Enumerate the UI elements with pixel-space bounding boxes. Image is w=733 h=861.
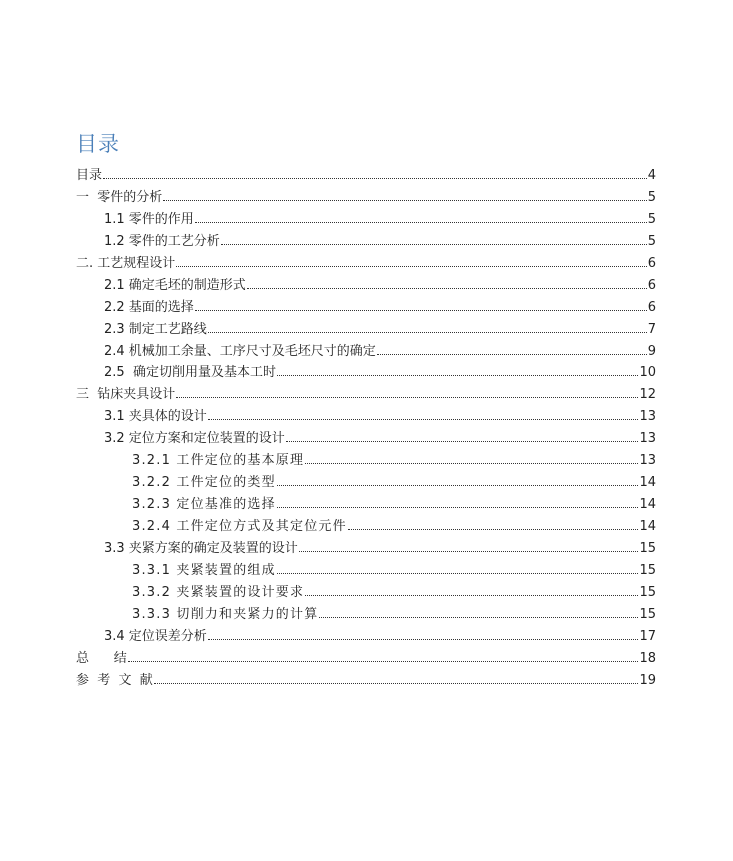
toc-entry[interactable] bbox=[76, 362, 656, 384]
dot-leader bbox=[208, 639, 639, 640]
toc-entry[interactable] bbox=[76, 494, 656, 516]
dot-leader bbox=[277, 485, 639, 486]
toc-entry-label: 2.5 确定切削用量及基本工时 bbox=[104, 365, 276, 381]
toc-entry[interactable] bbox=[76, 472, 656, 494]
toc-entry-page-number: 6 bbox=[647, 277, 656, 293]
toc-entry-page-number: 15 bbox=[639, 606, 656, 622]
dot-leader bbox=[319, 617, 638, 618]
toc-entry-page-number: 17 bbox=[639, 628, 656, 644]
toc-entry[interactable] bbox=[76, 165, 656, 187]
toc-entry-page-number: 13 bbox=[639, 431, 656, 447]
toc-entry-page-number: 14 bbox=[639, 497, 656, 513]
toc-entry-label: 3.2.3 定位基准的选择 bbox=[132, 497, 276, 513]
toc-entry-label: 一 零件的分析 bbox=[76, 189, 163, 205]
toc-entry-label: 3.3.2 夹紧装置的设计要求 bbox=[132, 584, 305, 600]
dot-leader bbox=[154, 683, 639, 684]
dot-leader bbox=[195, 310, 647, 311]
toc-entry-page-number: 7 bbox=[647, 321, 656, 337]
toc-entry-page-number: 6 bbox=[647, 299, 656, 315]
toc-entry-page-number: 5 bbox=[647, 189, 656, 205]
toc-entry[interactable] bbox=[76, 209, 656, 231]
dot-leader bbox=[103, 178, 647, 179]
toc-entry-label: 2.3 制定工艺路线 bbox=[104, 321, 207, 337]
toc-entry-label: 3.2 定位方案和定位装置的设计 bbox=[104, 431, 285, 447]
toc-entry[interactable] bbox=[76, 516, 656, 538]
toc-entry[interactable] bbox=[76, 297, 656, 319]
toc-entry[interactable] bbox=[76, 538, 656, 560]
toc-entry-label: 3.2.4 工件定位方式及其定位元件 bbox=[132, 519, 347, 534]
dot-leader bbox=[176, 397, 638, 398]
toc-entry-page-number: 13 bbox=[639, 453, 656, 469]
toc-entry-page-number: 12 bbox=[639, 387, 656, 403]
toc-entry-label: 3.2.2 工件定位的类型 bbox=[132, 475, 276, 491]
toc-entry-label: 二. 工艺规程设计 bbox=[76, 255, 176, 271]
dot-leader bbox=[195, 222, 647, 223]
toc-entry-label: 2.1 确定毛坯的制造形式 bbox=[104, 277, 246, 293]
toc-entry-page-number: 18 bbox=[639, 650, 656, 666]
toc-entry[interactable] bbox=[76, 648, 656, 670]
dot-leader bbox=[208, 332, 647, 333]
toc-entry-label: 目录 bbox=[76, 168, 103, 183]
dot-leader bbox=[286, 441, 639, 442]
toc-entry-page-number: 6 bbox=[647, 255, 656, 271]
toc-entry-page-number: 14 bbox=[639, 475, 656, 491]
toc-entry[interactable] bbox=[76, 341, 656, 363]
dot-leader bbox=[305, 463, 638, 464]
toc-entry-label: 3.3.1 夹紧装置的组成 bbox=[132, 562, 276, 578]
dot-leader bbox=[299, 551, 639, 552]
toc-entry-page-number: 5 bbox=[647, 233, 656, 249]
dot-leader bbox=[176, 266, 646, 267]
toc-entry-page-number: 14 bbox=[639, 519, 656, 534]
toc-entry[interactable] bbox=[76, 406, 656, 428]
toc-entry-label: 3.3.3 切削力和夹紧力的计算 bbox=[132, 606, 319, 622]
toc-entry-label: 3.3 夹紧方案的确定及装置的设计 bbox=[104, 540, 298, 556]
dot-leader bbox=[377, 354, 647, 355]
toc-entry[interactable] bbox=[76, 582, 656, 604]
toc-entry[interactable] bbox=[76, 253, 656, 275]
toc-entry-label: 2.4 机械加工余量、工序尺寸及毛坯尺寸的确定 bbox=[104, 343, 376, 359]
toc-entry[interactable] bbox=[76, 450, 656, 472]
dot-leader bbox=[128, 661, 639, 662]
table-of-contents bbox=[76, 165, 656, 692]
toc-entry[interactable] bbox=[76, 604, 656, 626]
toc-entry[interactable] bbox=[76, 428, 656, 450]
toc-entry-page-number: 15 bbox=[639, 584, 656, 600]
toc-entry[interactable] bbox=[76, 384, 656, 406]
toc-entry[interactable] bbox=[76, 231, 656, 253]
toc-entry-page-number: 10 bbox=[639, 365, 656, 381]
toc-entry-page-number: 5 bbox=[647, 211, 656, 227]
toc-entry[interactable] bbox=[76, 319, 656, 341]
toc-heading: 目录 bbox=[76, 132, 120, 156]
toc-entry-label: 2.2 基面的选择 bbox=[104, 299, 194, 315]
dot-leader bbox=[348, 529, 639, 530]
dot-leader bbox=[247, 288, 647, 289]
toc-entry[interactable] bbox=[76, 560, 656, 582]
toc-entry-page-number: 19 bbox=[639, 672, 656, 688]
toc-entry-label: 1.2 零件的工艺分析 bbox=[104, 233, 220, 249]
dot-leader bbox=[221, 244, 647, 245]
toc-entry-page-number: 15 bbox=[639, 540, 656, 556]
dot-leader bbox=[277, 375, 639, 376]
toc-entry[interactable] bbox=[76, 626, 656, 648]
toc-entry-label: 3.2.1 工件定位的基本原理 bbox=[132, 453, 305, 469]
toc-entry-page-number: 13 bbox=[639, 409, 656, 425]
toc-entry-label: 参 考 文 献 bbox=[76, 672, 153, 688]
toc-entry-page-number: 15 bbox=[639, 562, 656, 578]
dot-leader bbox=[305, 595, 638, 596]
toc-entry-label: 总 结 bbox=[76, 650, 127, 666]
toc-entry-label: 3.4 定位误差分析 bbox=[104, 628, 207, 644]
dot-leader bbox=[208, 419, 639, 420]
dot-leader bbox=[163, 200, 646, 201]
toc-entry-label: 1.1 零件的作用 bbox=[104, 211, 194, 227]
toc-entry-label: 3.1 夹具体的设计 bbox=[104, 409, 207, 425]
dot-leader bbox=[277, 573, 639, 574]
toc-entry-label: 三 钻床夹具设计 bbox=[76, 387, 176, 403]
toc-entry[interactable] bbox=[76, 187, 656, 209]
toc-entry[interactable] bbox=[76, 275, 656, 297]
toc-entry[interactable] bbox=[76, 670, 656, 692]
toc-entry-page-number: 4 bbox=[647, 168, 656, 183]
toc-entry-page-number: 9 bbox=[647, 343, 656, 359]
dot-leader bbox=[277, 507, 639, 508]
